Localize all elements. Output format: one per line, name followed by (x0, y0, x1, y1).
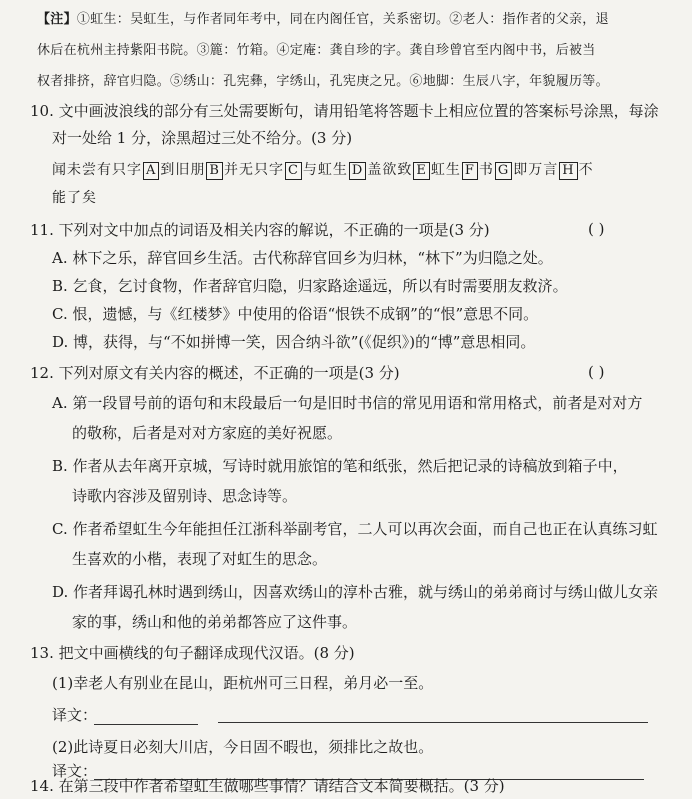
note-text-1: ①虹生：吴虹生，与作者同年考中，同在内阁任官，关系密切。②老人：指作者的父亲，退 (76, 12, 609, 27)
q10-sentence (52, 160, 594, 180)
mark-box-c[interactable]: C (285, 162, 302, 180)
q14-stem: 14. 在第三段中作者希望虹生做哪些事情？请结合文本简要概括。(3 分) (30, 777, 505, 795)
q13-answer-line-1a[interactable] (94, 724, 198, 725)
q12-stem: 12. 下列对原文有关内容的概述，不正确的一项是(3 分) (30, 364, 400, 382)
mark-box-a[interactable]: A (143, 162, 159, 180)
mark-box-b[interactable]: B (206, 162, 223, 180)
q12-option-b-line-1[interactable]: B. 作者从去年离开京城，写诗时就用旅馆的笔和纸张，然后把记录的诗稿放到箱子中， (52, 457, 628, 475)
q12-option-c-line-2: 生喜欢的小楷，表现了对虹生的思念。 (72, 550, 328, 568)
q11-answer-paren[interactable]: ( ) (588, 220, 605, 238)
q11-option-d[interactable]: D. 博，获得，与“不如拼博一笑，因合纳斗欲”(《促织》)的“博”意思相同。 (52, 333, 536, 351)
note-line-2: 休后在杭州主持紫阳书院。③簏：竹箱。④定庵：龚自珍的字。龚自珍曾官至内阁中书，后被当 (37, 43, 596, 58)
note-tag: 【注】 (37, 12, 77, 27)
q11-option-c[interactable]: C. 恨，遗憾，与《红楼梦》中使用的俗语“恨铁不成钢”的“恨”意思不同。 (52, 305, 539, 323)
q13-translation-label-2: 译文： (52, 762, 98, 780)
sentence-segment: 虹生 (430, 162, 461, 178)
q13-translation-label-1: 译文： (52, 706, 98, 724)
sentence-segment: 并无只字 (223, 162, 284, 178)
mark-box-e[interactable]: E (413, 162, 430, 180)
q10-stem-line-1: 10. 文中画波浪线的部分有三处需要断句，请用铅笔将答题卡上相应位置的答案标号涂黑，每涂 (30, 102, 659, 120)
mark-box-g[interactable]: G (495, 162, 512, 180)
mark-box-d[interactable]: D (349, 162, 366, 180)
sentence-segment: 盖欲致 (367, 162, 413, 178)
sentence-segment: 不 (578, 162, 594, 178)
mark-box-f[interactable]: F (462, 162, 478, 180)
q13-sentence-1: (1)幸老人有别业在昆山，距杭州可三日程，弟月必一至。 (52, 674, 434, 692)
q12-option-d-line-1[interactable]: D. 作者拜谒孔林时遇到绣山，因喜欢绣山的淳朴古雅，就与绣山的弟弟商讨与绣山做儿女亲 (52, 583, 659, 601)
sentence-segment: 闻未尝有只字 (52, 162, 142, 178)
q12-option-b-line-2: 诗歌内容涉及留别诗、思念诗等。 (72, 487, 298, 505)
q12-option-a-line-2: 的敬称，后者是对对方家庭的美好祝愿。 (72, 424, 343, 442)
q12-option-c-line-1[interactable]: C. 作者希望虹生今年能担任江浙科举副考官，二人可以再次会面，而自己也正在认真练习虹 (52, 520, 658, 538)
q11-stem: 11. 下列对文中加点的词语及相关内容的解说，不正确的一项是(3 分) (30, 221, 490, 239)
q10-sentence-continued: 能了矣 (52, 190, 97, 206)
q11-option-b[interactable]: B. 乞食，乞讨食物，作者辞官归隐，归家路途遥远，所以有时需要朋友救济。 (52, 277, 568, 295)
note-line-3: 权者排挤，辞官归隐。⑤绣山：孔宪彝，字绣山，孔宪庚之兄。⑥地脚：生辰八字，年貌履历等。 (37, 74, 609, 89)
sentence-segment: 与虹生 (302, 162, 348, 178)
q12-option-a-line-1[interactable]: A. 第一段冒号前的语句和末段最后一句是旧时书信的常见用语和常用格式，前者是对对方 (52, 394, 643, 412)
mark-box-h[interactable]: H (559, 162, 577, 180)
q13-stem: 13. 把文中画横线的句子翻译成现代汉语。(8 分) (30, 644, 355, 662)
note-line-1 (37, 10, 609, 30)
q11-option-a[interactable]: A. 林下之乐，辞官回乡生活。古代称辞官回乡为归林，“林下”为归隐之处。 (52, 249, 553, 267)
q12-answer-paren[interactable]: ( ) (588, 363, 605, 381)
q13-answer-line-1b[interactable] (218, 722, 648, 723)
sentence-segment: 书 (478, 162, 494, 178)
sentence-segment: 即万言 (513, 162, 559, 178)
sentence-segment: 到旧朋 (160, 162, 206, 178)
q13-sentence-2: (2)此诗夏日必刻大川店，今日固不暇也，须排比之故也。 (52, 738, 434, 756)
q12-option-d-line-2: 家的事，绣山和他的弟弟都答应了这件事。 (72, 613, 358, 631)
q10-stem-line-2: 对一处给 1 分，涂黑超过三处不给分。(3 分) (52, 129, 353, 147)
